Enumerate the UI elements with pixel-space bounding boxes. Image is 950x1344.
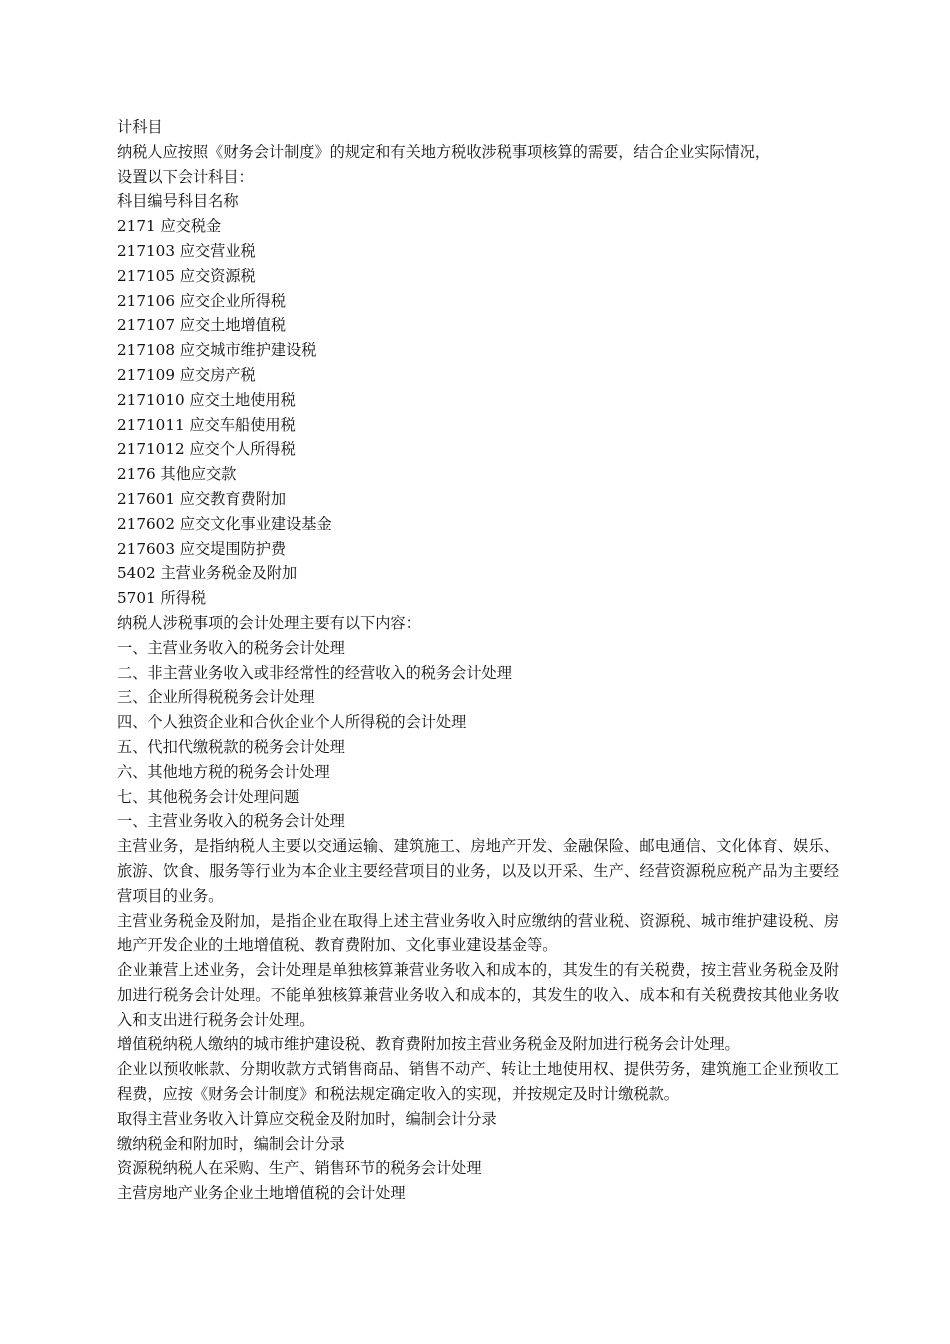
text-line-18: 5402 主营业务税金及附加 [117,564,298,583]
text-line-11: 2171010 应交土地使用税 [117,390,296,409]
text-line-8: 217107 应交土地增值税 [117,316,287,335]
text-line-13: 2171012 应交个人所得税 [117,440,296,459]
text-line-27: 七、其他税务会计处理问题 [117,787,300,806]
paragraph-main-business: 主营业务，是指纳税人主要以交通运输、建筑施工、房地产开发、金融保险、邮电通信、文化体育、娱乐、旅游、饮食、服务等行业为本企业主要经营项目的业务，以及以开采、生产、经营资源税应税产品为主要经营项目的业务。 [117,837,839,905]
paragraph-prepaid-income: 企业以预收帐款、分期收款方式销售商品、销售不动产、转让土地使用权、提供劳务，建筑施工企业预收工程费，应按《财务会计制度》和税法规定确定收入的实现，并按规定及时计缴税款。 [117,1060,839,1104]
text-line-9: 217108 应交城市维护建设税 [117,341,317,360]
text-line-1: 纳税人应按照《财务会计制度》的规定和有关地方税收涉税事项核算的需要，结合企业实际情况， [117,142,771,161]
text-line-15: 217601 应交教育费附加 [117,489,287,508]
text-line-22: 二、非主营业务收入或非经常性的经营收入的税务会计处理 [117,663,512,682]
text-line-14: 2176 其他应交款 [117,465,237,484]
paragraph-vat-payers: 增值税纳税人缴纳的城市维护建设税、教育费附加按主营业务税金及附加进行税务会计处理。 [117,1035,740,1054]
text-line-24: 四、个人独资企业和合伙企业个人所得税的会计处理 [117,713,467,732]
text-line-2: 设置以下会计科目： [117,167,254,186]
paragraph-tax-surcharge: 主营业务税金及附加，是指企业在取得上述主营业务收入时应缴纳的营业税、资源税、城市维护建设税、房地产开发企业的土地增值税、教育费附加、文化事业建设基金等。 [117,911,839,955]
text-line-21: 一、主营业务收入的税务会计处理 [117,638,345,657]
text-line-5: 217103 应交营业税 [117,241,256,260]
text-line-0: 计科目 [117,118,163,136]
text-line-bottom-0: 取得主营业务收入计算应交税金及附加时，编制会计分录 [117,1109,497,1128]
text-line-17: 217603 应交堤围防护费 [117,539,287,558]
text-line-bottom-1: 缴纳税金和附加时，编制会计分录 [117,1134,345,1153]
text-line-28: 一、主营业务收入的税务会计处理 [117,812,345,831]
text-line-6: 217105 应交资源税 [117,266,256,285]
document-lines-bottom [117,1107,839,1206]
document-page [117,115,839,1206]
text-line-19: 5701 所得税 [117,589,207,608]
text-line-23: 三、企业所得税税务会计处理 [117,688,315,707]
text-line-3: 科目编号科目名称 [117,192,239,211]
text-line-7: 217106 应交企业所得税 [117,291,287,310]
text-line-12: 2171011 应交车船使用税 [117,415,296,434]
document-lines-top [117,115,839,834]
text-line-25: 五、代扣代缴税款的税务会计处理 [117,737,345,756]
text-line-4: 2171 应交税金 [117,217,222,236]
text-line-20: 纳税人涉税事项的会计处理主要有以下内容： [117,613,421,632]
text-line-10: 217109 应交房产税 [117,365,256,384]
text-line-bottom-2: 资源税纳税人在采购、生产、销售环节的税务会计处理 [117,1159,482,1178]
text-line-16: 217602 应交文化事业建设基金 [117,514,332,533]
text-line-26: 六、其他地方税的税务会计处理 [117,762,330,781]
text-line-bottom-3: 主营房地产业务企业土地增值税的会计处理 [117,1184,406,1203]
paragraph-concurrent-business: 企业兼营上述业务，会计处理是单独核算兼营业务收入和成本的，其发生的有关税费，按主营业务税金及附加进行税务会计处理。不能单独核算兼营业务收入和成本的，其发生的收入、成本和有关税费按其他业务收入和支出进行税务会计处理。 [117,961,839,1029]
